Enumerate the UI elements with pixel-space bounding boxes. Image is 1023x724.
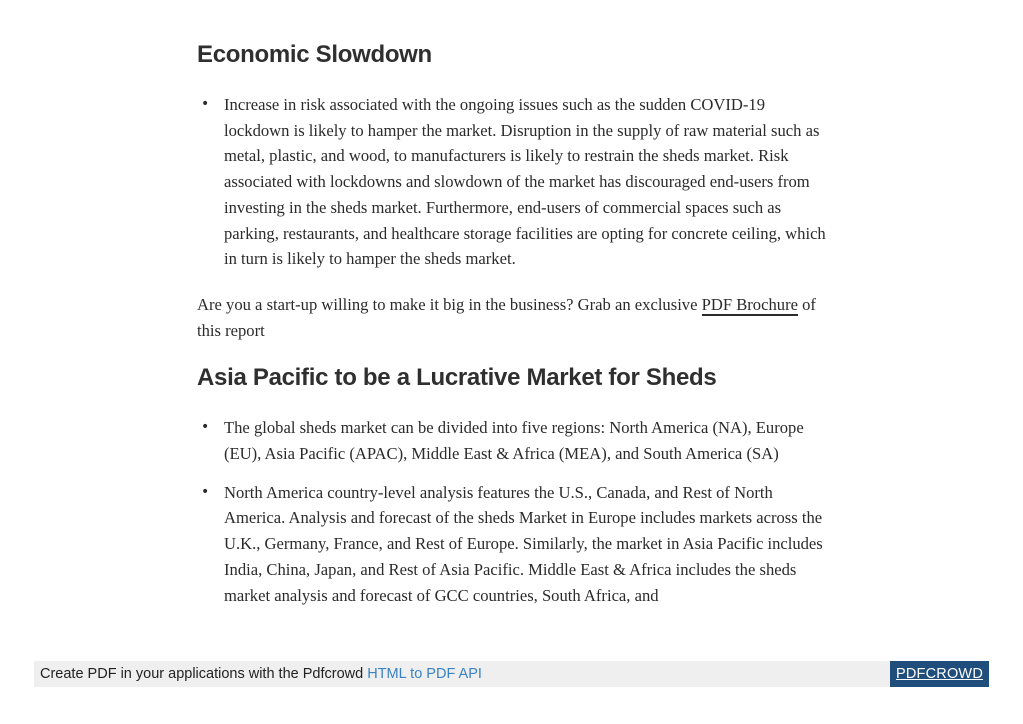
- article-content: [197, 38, 827, 628]
- pdfcrowd-brand-link[interactable]: PDFCROWD: [890, 661, 989, 687]
- html-to-pdf-api-link[interactable]: HTML to PDF API: [367, 666, 482, 682]
- bullet-list-economic: [197, 92, 827, 272]
- list-item-text: North America country-level analysis features the U.S., Canada, and Rest of North America. Analysis and forecast of the sheds Market in Europe includes markets across the U.K., Germany, France, and Rest of Europe. Similarly, the market in Asia Pacific includes India, China, Japan, and Rest of Asia Pacific. Middle East & Africa includes the sheds market analysis and forecast of GCC countries, South Africa, and: [224, 482, 823, 605]
- list-item-text: The global sheds market can be divided into five regions: North America (NA), Europe (EU), Asia Pacific (APAC), Middle East & Africa (MEA), and South America (SA): [224, 418, 804, 464]
- list-item: [197, 92, 827, 272]
- list-item: [197, 415, 827, 466]
- callout-text-before: Are you a start-up willing to make it big in the business? Grab an exclusive: [197, 294, 702, 314]
- bullet-icon: •: [201, 483, 210, 500]
- brochure-callout: [197, 292, 827, 343]
- bullet-icon: •: [201, 419, 210, 436]
- list-item: [197, 480, 827, 609]
- bullet-list-asia: [197, 415, 827, 608]
- pdf-brochure-link[interactable]: PDF Brochure: [701, 294, 798, 314]
- footer-label: Create PDF in your applications with the Pdfcrowd: [40, 666, 368, 682]
- footer-text: [40, 661, 482, 687]
- bullet-icon: •: [201, 96, 210, 112]
- section-heading-asia-pacific: Asia Pacific to be a Lucrative Market for Sheds: [197, 364, 717, 392]
- pdfcrowd-footer: [34, 661, 989, 687]
- callout-text-after: of this report: [197, 294, 816, 340]
- list-item-text: Increase in risk associated with the ongoing issues such as the sudden COVID-19 lockdown is likely to hamper the market. Disruption in the supply of raw material such as metal, plastic, and wood, to manufacturers is likely to restrain the sheds market. Risk associated with lockdowns and slowdown of the market has discouraged end-users from investing in the sheds market. Furthermore, end-users of commercial spaces such as parking, restaurants, and healthcare storage facilities are opting for concrete ceiling, which in turn is likely to hamper the sheds market.: [224, 95, 826, 269]
- section-heading-economic-slowdown: Economic Slowdown: [197, 41, 432, 68]
